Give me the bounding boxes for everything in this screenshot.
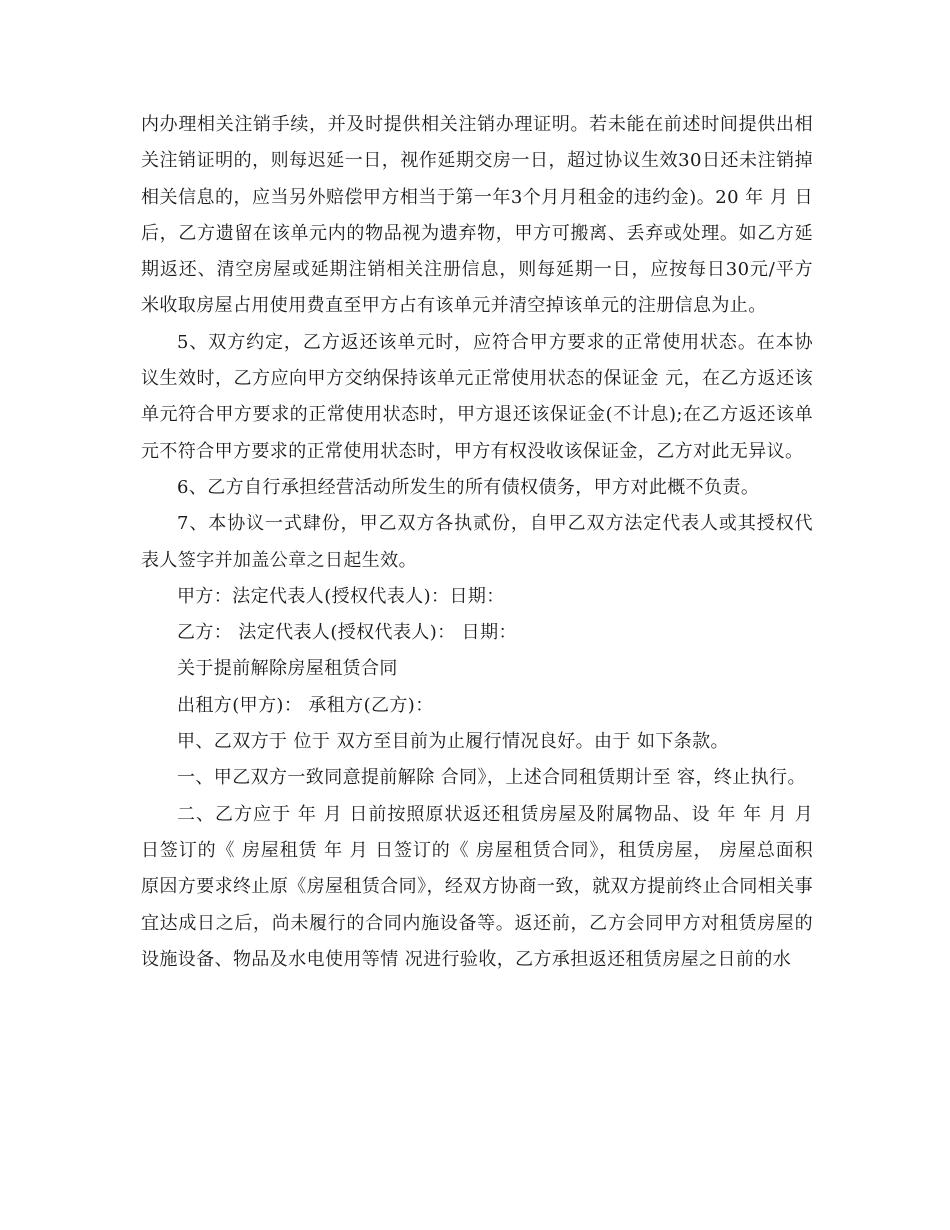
paragraph-2: 5、双方约定，乙方返还该单元时，应符合甲方要求的正常使用状态。在本协议生效时，乙方应向甲方交纳保持该单元正常使用状态的保证金 元，在乙方返还该单元符合甲方要求的正常使用状态时，甲方退还该保证金(不计息);在乙方返还该单元不符合甲方要求的正常使用状态时，甲方有权没收该保证金，乙方对此无异议。 [141,331,813,462]
parties-line: 出租方(甲方)： 承租方(乙方)： [177,694,434,716]
party-a-signature-line: 甲方：法定代表人(授权代表人)：日期： [177,585,505,607]
paragraph-4: 7、本协议一式肆份，甲乙双方各执贰份，自甲乙双方法定代表人或其授权代表人签字并加盖公章之日起生效。 [141,513,813,571]
section-title: 关于提前解除房屋租赁合同 [177,658,398,680]
clause-1: 一、甲乙双方一致同意提前解除 合同》，上述合同租赁期计至 容，终止执行。 [177,767,806,789]
paragraph-3: 6、乙方自行承担经营活动所发生的所有债权债务，甲方对此概不负责。 [177,476,760,498]
paragraph-1: 内办理相关注销手续，并及时提供相关注销办理证明。若未能在前述时间提供出相关注销证明的，则每迟延一日，视作延期交房一日，超过协议生效30日还未注销掉相关信息的，应当另外赔偿甲方相当于第一年3个月月租金的违约金)。20 年 月 日后，乙方遗留在该单元内的物品视为遗弃物，甲方可搬离、丢弃或处理。如乙方延期返还、清空房屋或延期注销相关注册信息，则每延期一日，应按每日30元/平方米收取房屋占用使用费直至甲方占有该单元并清空掉该单元的注册信息为止。 [141,114,813,317]
party-b-signature-line: 乙方： 法定代表人(授权代表人)： 日期： [177,622,517,644]
clause-2: 二、乙方应于 年 月 日前按照原状返还租赁房屋及附属物品、设 年 年 月 月 日签订的《 房屋租赁 年 月 日签订的《 房屋租赁合同》，租赁房屋， 房屋总面积 原因方要求终止原《房屋租赁合同》，经双方协商一致，就双方提前终止合同相关事宜达成日之后，尚未履行的合同内施设备等。返还前，乙方会同甲方对租赁房屋的设施设备、物品及水电使用等情 况进行验收，乙方承担返还租赁房屋之日前的水 [141,803,813,970]
document-page [141,107,813,978]
paragraph-preamble: 甲、乙双方于 位于 双方至目前为止履行情况良好。由于 如下条款。 [177,731,729,753]
